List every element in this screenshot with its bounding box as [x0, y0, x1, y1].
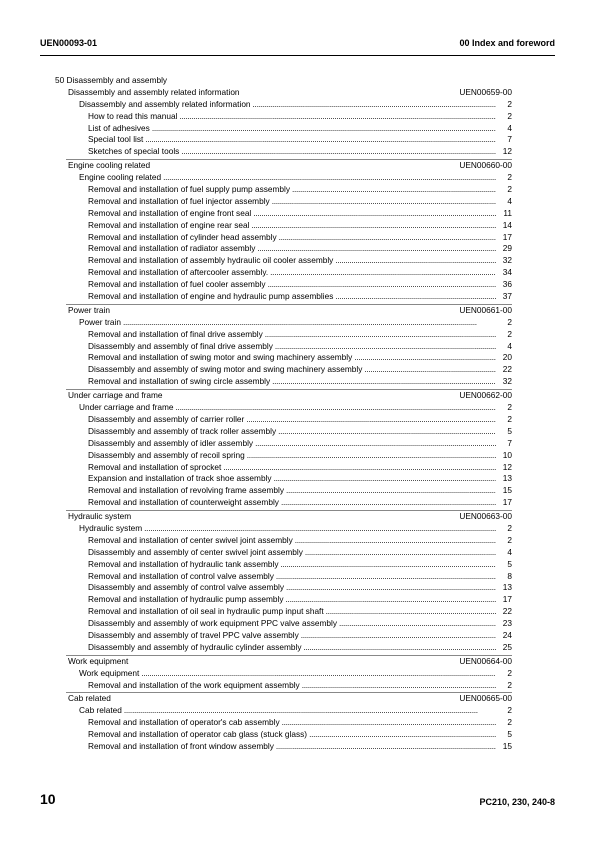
section-heading	[55, 305, 512, 317]
entry-page: 22	[502, 606, 512, 617]
entry-title: Removal and installation of hydraulic pump assembly	[88, 594, 284, 605]
dot-leader	[253, 208, 496, 220]
dot-leader	[251, 220, 496, 232]
section-code: UEN00664-00	[459, 655, 512, 666]
toc-entry	[55, 123, 512, 135]
dot-leader	[292, 184, 496, 196]
toc-entry	[55, 341, 512, 353]
toc-entry	[55, 352, 512, 364]
toc-entry	[55, 630, 512, 642]
toc-entry	[55, 606, 512, 618]
entry-title: Removal and installation of the work equipment assembly	[88, 679, 300, 690]
toc-entry	[55, 208, 512, 220]
entry-page: 2	[507, 402, 512, 413]
dot-leader	[364, 364, 496, 376]
subsection-entry	[55, 668, 512, 680]
entry-page: 32	[502, 255, 512, 266]
toc-entry	[55, 618, 512, 630]
section-code: UEN00662-00	[459, 390, 512, 401]
toc-entry	[55, 426, 512, 438]
dot-leader	[286, 485, 496, 497]
toc-entry	[55, 485, 512, 497]
entry-page: 12	[502, 146, 512, 157]
subsection-entry	[55, 99, 512, 111]
entry-page: 15	[502, 485, 512, 496]
toc-entry	[55, 473, 512, 485]
entry-page: 11	[503, 207, 512, 218]
toc-entry	[55, 111, 512, 123]
entry-title: How to read this manual	[88, 110, 178, 121]
entry-page: 2	[507, 316, 512, 327]
entry-page: 2	[507, 328, 512, 339]
entry-title: Disassembly and assembly of track roller assembly	[88, 425, 277, 436]
toc-entry	[55, 741, 512, 753]
dot-leader	[223, 462, 496, 474]
section-code: UEN00665-00	[459, 693, 512, 704]
entry-page: 5	[507, 558, 512, 569]
toc-entry	[55, 267, 512, 279]
entry-page: 2	[507, 522, 512, 533]
entry-title: Disassembly and assembly of work equipment PPC valve assembly	[88, 618, 338, 629]
page-header	[40, 38, 555, 54]
entry-title: Removal and installation of aftercooler assembly.	[88, 267, 269, 278]
toc-entry	[55, 680, 512, 692]
entry-title: Power train	[79, 316, 121, 327]
entry-page: 7	[507, 437, 512, 448]
toc-entry	[55, 184, 512, 196]
table-of-contents	[55, 75, 512, 753]
entry-page: 2	[507, 667, 512, 678]
dot-leader	[326, 606, 496, 618]
dot-leader	[265, 329, 496, 341]
entry-page: 2	[507, 98, 512, 109]
dot-leader	[278, 426, 496, 438]
toc-entry	[55, 196, 512, 208]
dot-leader	[335, 291, 496, 303]
subsection-entry	[55, 172, 512, 184]
entry-page: 10	[502, 449, 512, 460]
dot-leader	[354, 352, 496, 364]
entry-page: 22	[502, 364, 512, 375]
dot-leader	[268, 279, 496, 291]
entry-page: 4	[507, 195, 512, 206]
entry-page: 37	[502, 291, 512, 302]
entry-title: Removal and installation of front window assembly	[88, 740, 274, 751]
entry-title: Disassembly and assembly of control valve assembly	[88, 582, 284, 593]
toc-entry	[55, 450, 512, 462]
entry-title: Expansion and installation of track shoe assembly	[88, 473, 272, 484]
entry-page: 34	[502, 267, 512, 278]
entry-title: Under carriage and frame	[79, 402, 174, 413]
model-name: PC210, 230, 240-8	[479, 797, 555, 807]
section-title: Cab related	[68, 693, 111, 704]
toc-entry	[55, 582, 512, 594]
section-code: UEN00659-00	[459, 86, 512, 97]
toc-entry	[55, 220, 512, 232]
dot-leader	[286, 582, 496, 594]
dot-leader	[253, 99, 496, 111]
entry-page: 2	[507, 413, 512, 424]
toc-body	[55, 87, 512, 753]
dot-leader	[176, 402, 496, 414]
entry-page: 5	[507, 729, 512, 740]
entry-page: 4	[507, 546, 512, 557]
section-heading	[55, 656, 512, 668]
entry-title: Removal and installation of sprocket	[88, 461, 222, 472]
entry-title: Removal and installation of final drive assembly	[88, 328, 263, 339]
dot-leader	[141, 668, 496, 680]
section-title: Under carriage and frame	[68, 390, 163, 401]
entry-page: 2	[507, 679, 512, 690]
section-heading	[55, 693, 512, 705]
section-heading	[55, 160, 512, 172]
entry-title: Removal and installation of fuel injector assembly	[88, 195, 270, 206]
entry-page: 12	[502, 461, 512, 472]
entry-page: 8	[507, 570, 512, 581]
header-rule	[40, 55, 555, 56]
dot-leader	[181, 146, 496, 158]
section-heading	[55, 390, 512, 402]
toc-entry	[55, 559, 512, 571]
entry-page: 2	[507, 717, 512, 728]
toc-entry	[55, 438, 512, 450]
toc-entry	[55, 279, 512, 291]
section-code: UEN00663-00	[459, 511, 512, 522]
dot-leader	[247, 450, 496, 462]
toc-entry	[55, 535, 512, 547]
dot-leader	[295, 535, 496, 547]
entry-page: 17	[502, 231, 512, 242]
entry-title: Removal and installation of hydraulic tank assembly	[88, 558, 279, 569]
entry-page: 2	[507, 705, 512, 716]
entry-title: Removal and installation of center swivel joint assembly	[88, 534, 293, 545]
toc-entry	[55, 364, 512, 376]
dot-leader	[275, 341, 496, 353]
dot-leader	[179, 111, 496, 123]
entry-page: 29	[502, 243, 512, 254]
toc-entry	[55, 291, 512, 303]
entry-page: 13	[502, 473, 512, 484]
toc-entry	[55, 329, 512, 341]
entry-title: Special tool list	[88, 134, 144, 145]
section-title: 00 Index and foreword	[459, 38, 555, 48]
toc-entry	[55, 255, 512, 267]
entry-page: 25	[502, 641, 512, 652]
entry-page: 23	[502, 618, 512, 629]
section-code: UEN00660-00	[459, 160, 512, 171]
section-title: Disassembly and assembly related information	[68, 86, 240, 97]
entry-page: 32	[502, 376, 512, 387]
dot-leader	[280, 559, 496, 571]
toc-entry	[55, 547, 512, 559]
entry-page: 4	[507, 122, 512, 133]
entry-title: Disassembly and assembly of travel PPC valve assembly	[88, 629, 299, 640]
section-title: Work equipment	[68, 655, 129, 666]
entry-page: 15	[502, 740, 512, 751]
entry-page: 2	[507, 184, 512, 195]
toc-entry	[55, 243, 512, 255]
document-code: UEN00093-01	[40, 38, 98, 48]
dot-leader	[270, 267, 496, 279]
entry-title: Removal and installation of engine front seal	[88, 207, 252, 218]
dot-leader	[257, 243, 496, 255]
entry-title: Hydraulic system	[79, 522, 143, 533]
entry-title: Disassembly and assembly of idler assembly	[88, 437, 254, 448]
entry-title: Removal and installation of fuel supply pump assembly	[88, 184, 290, 195]
subsection-entry	[55, 317, 512, 329]
dot-leader	[304, 642, 497, 654]
entry-title: Removal and installation of swing circle assembly	[88, 376, 271, 387]
page-number: 10	[40, 791, 56, 807]
entry-page: 14	[502, 219, 512, 230]
entry-title: Work equipment	[79, 667, 140, 678]
dot-leader	[301, 630, 496, 642]
dot-leader	[279, 232, 496, 244]
section-title: Power train	[68, 304, 110, 315]
entry-page: 17	[502, 594, 512, 605]
section-code: UEN00661-00	[459, 304, 512, 315]
entry-title: Removal and installation of engine and hydraulic pump assemblies	[88, 291, 334, 302]
entry-title: Removal and installation of fuel cooler assembly	[88, 279, 266, 290]
entry-page: 36	[502, 279, 512, 290]
toc-entry	[55, 497, 512, 509]
entry-title: Engine cooling related	[79, 172, 162, 183]
entry-page: 17	[502, 497, 512, 508]
dot-leader	[274, 473, 496, 485]
entry-title: Removal and installation of engine rear seal	[88, 219, 250, 230]
entry-title: Removal and installation of operator cab glass (stuck glass)	[88, 729, 308, 740]
dot-leader	[309, 729, 496, 741]
entry-title: Removal and installation of operator's cab assembly	[88, 717, 280, 728]
entry-title: Removal and installation of swing motor and swing machinery assembly	[88, 352, 353, 363]
dot-leader	[281, 497, 496, 509]
entry-page: 24	[502, 629, 512, 640]
toc-entry	[55, 134, 512, 146]
toc-entry	[55, 462, 512, 474]
entry-page: 2	[507, 534, 512, 545]
entry-title: Disassembly and assembly of swing motor and swing machinery assembly	[88, 364, 363, 375]
entry-title: Disassembly and assembly of carrier roller	[88, 413, 245, 424]
dot-leader	[144, 523, 496, 535]
subsection-entry	[55, 705, 512, 717]
dot-leader	[335, 255, 496, 267]
section-title: Hydraulic system	[68, 511, 132, 522]
dot-leader	[272, 376, 496, 388]
entry-page: 13	[502, 582, 512, 593]
entry-title: Disassembly and assembly of recoil spring	[88, 449, 245, 460]
section-heading	[55, 87, 512, 99]
entry-title: Removal and installation of assembly hydraulic oil cooler assembly	[88, 255, 334, 266]
dot-leader	[272, 196, 496, 208]
dot-leader	[255, 438, 496, 450]
entry-title: Removal and installation of revolving frame assembly	[88, 485, 284, 496]
entry-title: Disassembly and assembly of center swivel joint assembly	[88, 546, 303, 557]
dot-leader	[124, 705, 496, 717]
subsection-entry	[55, 402, 512, 414]
dot-leader	[123, 317, 496, 329]
entry-title: Sketches of special tools	[88, 146, 180, 157]
toc-entry	[55, 642, 512, 654]
toc-entry	[55, 414, 512, 426]
dot-leader	[163, 172, 496, 184]
subsection-entry	[55, 523, 512, 535]
entry-page: 2	[507, 172, 512, 183]
toc-entry	[55, 146, 512, 158]
entry-title: Cab related	[79, 705, 122, 716]
dot-leader	[302, 680, 496, 692]
dot-leader	[282, 717, 496, 729]
entry-page: 7	[507, 134, 512, 145]
entry-page: 4	[507, 340, 512, 351]
entry-page: 2	[507, 110, 512, 121]
entry-title: Removal and installation of cylinder head assembly	[88, 231, 277, 242]
entry-title: Removal and installation of counterweight assembly	[88, 497, 279, 508]
dot-leader	[339, 618, 496, 630]
entry-page: 5	[507, 425, 512, 436]
dot-leader	[305, 547, 496, 559]
toc-entry	[55, 571, 512, 583]
section-title: Engine cooling related	[68, 160, 151, 171]
dot-leader	[145, 134, 496, 146]
dot-leader	[276, 571, 496, 583]
entry-title: Removal and installation of oil seal in hydraulic pump input shaft	[88, 606, 324, 617]
entry-title: Disassembly and assembly of hydraulic cylinder assembly	[88, 641, 302, 652]
entry-title: Removal and installation of radiator assembly	[88, 243, 256, 254]
dot-leader	[246, 414, 496, 426]
toc-entry	[55, 729, 512, 741]
section-heading	[55, 511, 512, 523]
dot-leader	[286, 594, 496, 606]
toc-entry	[55, 594, 512, 606]
toc-entry	[55, 376, 512, 388]
dot-leader	[276, 741, 496, 753]
chapter-title: 50 Disassembly and assembly	[55, 75, 168, 85]
entry-title: Removal and installation of control valve assembly	[88, 570, 274, 581]
entry-title: List of adhesives	[88, 122, 150, 133]
toc-entry	[55, 232, 512, 244]
dot-leader	[152, 123, 496, 135]
toc-entry	[55, 717, 512, 729]
entry-title: Disassembly and assembly related information	[79, 98, 251, 109]
entry-page: 20	[502, 352, 512, 363]
entry-title: Disassembly and assembly of final drive assembly	[88, 340, 273, 351]
